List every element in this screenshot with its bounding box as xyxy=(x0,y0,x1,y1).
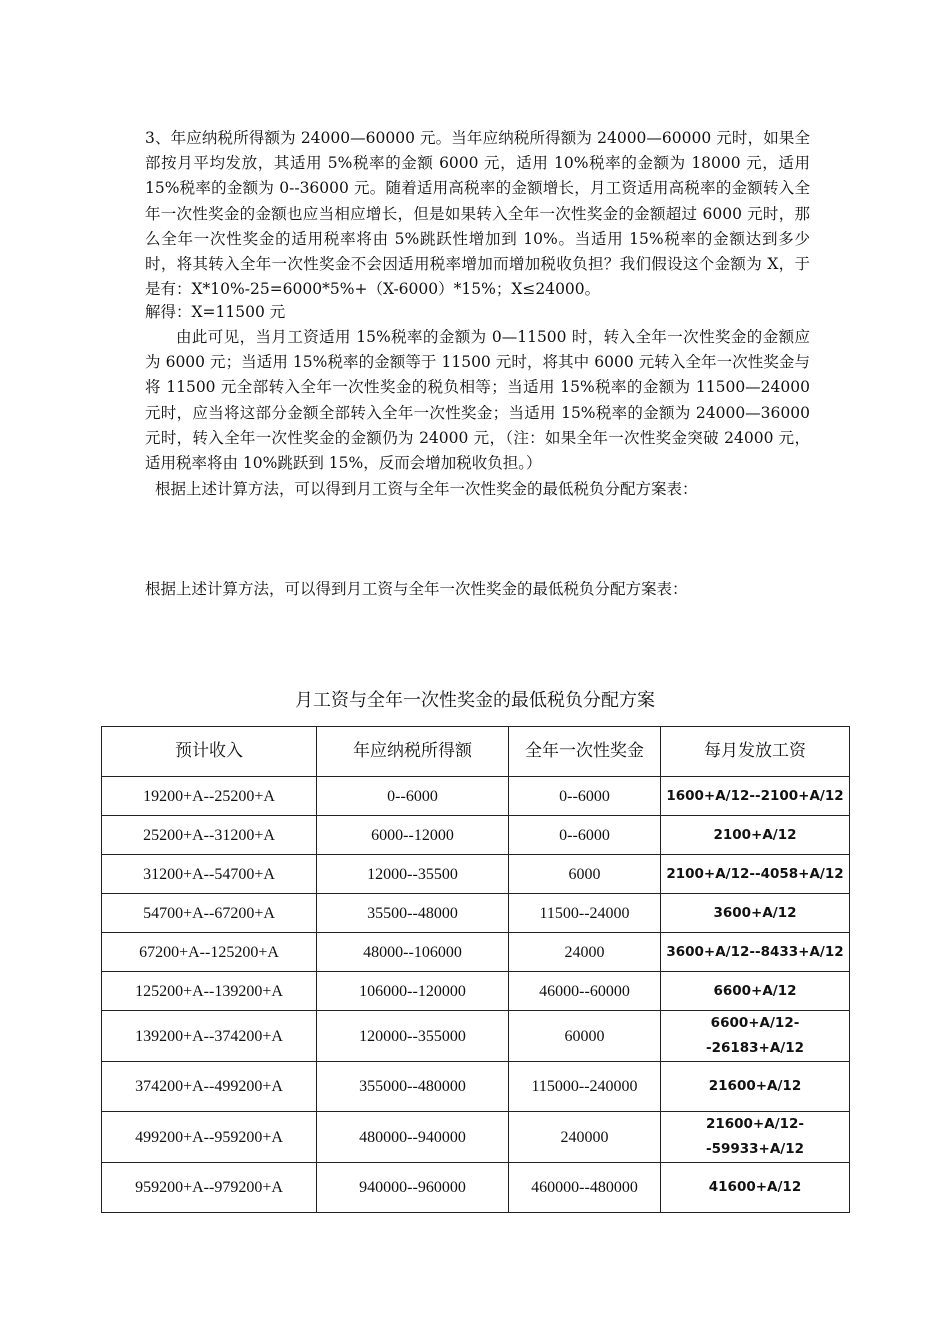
cell-salary: 41600+A/12 xyxy=(661,1163,850,1213)
cell-income: 19200+A--25200+A xyxy=(102,777,317,816)
header-monthly-salary: 每月发放工资 xyxy=(661,727,850,777)
paragraph-summary: 根据上述计算方法，可以得到月工资与全年一次性奖金的最低税负分配方案表： xyxy=(155,480,698,498)
paragraph-summary-repeat: 根据上述计算方法，可以得到月工资与全年一次性奖金的最低税负分配方案表： xyxy=(145,580,688,598)
paragraph-solution: 解得：X=11500 元 xyxy=(145,303,286,321)
header-expected-income: 预计收入 xyxy=(102,727,317,777)
table-row xyxy=(102,933,850,972)
cell-bonus: 0--6000 xyxy=(509,777,661,816)
cell-income: 959200+A--979200+A xyxy=(102,1163,317,1213)
cell-bonus: 24000 xyxy=(509,933,661,972)
paragraph-analysis: 由此可见，当月工资适用 15%税率的金额为 0—11500 时，转入全年一次性奖金的金额应为 6000 元；当适用 15%税率的金额等于 11500 元时，将其中 6000 元转入全年一次性奖金与将 11500 元全部转入全年一次性奖金的税负相等；当适用 15%税率的金额为 11500—24000 元时，应当将这部分金额全部转入全年一次性奖金；当适用 15%税率的金额为 24000—36000 元时，转入全年一次性奖金的金额仍为 24000 元，（注：如果全年一次性奖金突破 24000 元，适用税率将由 10%跳跃到 15%，反而会增加税收负担。） xyxy=(145,328,810,473)
cell-taxable: 940000--960000 xyxy=(317,1163,509,1213)
cell-income: 139200+A--374200+A xyxy=(102,1011,317,1062)
cell-bonus: 60000 xyxy=(509,1011,661,1062)
cell-taxable: 355000--480000 xyxy=(317,1062,509,1112)
table-row xyxy=(102,1011,850,1062)
cell-taxable: 12000--35500 xyxy=(317,855,509,894)
cell-salary: 2100+A/12 xyxy=(661,816,850,855)
cell-taxable: 6000--12000 xyxy=(317,816,509,855)
table-row xyxy=(102,816,850,855)
cell-salary: 6600+A/12--26183+A/12 xyxy=(661,1011,850,1062)
cell-bonus: 0--6000 xyxy=(509,816,661,855)
cell-salary: 2100+A/12--4058+A/12 xyxy=(661,855,850,894)
cell-taxable: 0--6000 xyxy=(317,777,509,816)
cell-bonus: 6000 xyxy=(509,855,661,894)
cell-taxable: 48000--106000 xyxy=(317,933,509,972)
cell-bonus: 240000 xyxy=(509,1112,661,1163)
allocation-table xyxy=(101,726,850,1213)
paragraph-case-3: 3、年应纳税所得额为 24000—60000 元。当年应纳税所得额为 24000—60000 元时，如果全部按月平均发放，其适用 5%税率的金额 6000 元，适用 10%税率的金额为 18000 元，适用 15%税率的金额为 0--36000 元。随着适用高税率的金额增长，月工资适用高税率的金额转入全年一次性奖金的金额也应当相应增长，但是如果转入全年一次性奖金的金额超过 6000 元时，那么全年一次性奖金的适用税率将由 5%跳跃性增加到 10%。当适用 15%税率的金额达到多少时，将其转入全年一次性奖金不会因适用税率增加而增加税收负担？我们假设这个金额为 X，于是有：X*10%-25=6000*5%+（X-6000）*15%；X≤24000。 xyxy=(145,129,810,299)
cell-taxable: 120000--355000 xyxy=(317,1011,509,1062)
cell-income: 31200+A--54700+A xyxy=(102,855,317,894)
cell-income: 67200+A--125200+A xyxy=(102,933,317,972)
header-annual-bonus: 全年一次性奖金 xyxy=(509,727,661,777)
cell-salary: 21600+A/12--59933+A/12 xyxy=(661,1112,850,1163)
cell-income: 54700+A--67200+A xyxy=(102,894,317,933)
cell-taxable: 106000--120000 xyxy=(317,972,509,1011)
table-row xyxy=(102,777,850,816)
cell-salary: 6600+A/12 xyxy=(661,972,850,1011)
cell-bonus: 115000--240000 xyxy=(509,1062,661,1112)
table-row xyxy=(102,894,850,933)
cell-bonus: 460000--480000 xyxy=(509,1163,661,1213)
table-row xyxy=(102,1112,850,1163)
cell-income: 374200+A--499200+A xyxy=(102,1062,317,1112)
header-taxable-income: 年应纳税所得额 xyxy=(317,727,509,777)
cell-income: 25200+A--31200+A xyxy=(102,816,317,855)
cell-income: 125200+A--139200+A xyxy=(102,972,317,1011)
cell-salary: 3600+A/12--8433+A/12 xyxy=(661,933,850,972)
table-row xyxy=(102,1062,850,1112)
cell-salary: 3600+A/12 xyxy=(661,894,850,933)
cell-taxable: 480000--940000 xyxy=(317,1112,509,1163)
table-row xyxy=(102,855,850,894)
cell-bonus: 11500--24000 xyxy=(509,894,661,933)
cell-bonus: 46000--60000 xyxy=(509,972,661,1011)
cell-taxable: 35500--48000 xyxy=(317,894,509,933)
cell-salary: 1600+A/12--2100+A/12 xyxy=(661,777,850,816)
table-row xyxy=(102,1163,850,1213)
table-caption: 月工资与全年一次性奖金的最低税负分配方案 xyxy=(295,690,655,711)
cell-income: 499200+A--959200+A xyxy=(102,1112,317,1163)
cell-salary: 21600+A/12 xyxy=(661,1062,850,1112)
table-header-row xyxy=(102,727,850,777)
table-row xyxy=(102,972,850,1011)
